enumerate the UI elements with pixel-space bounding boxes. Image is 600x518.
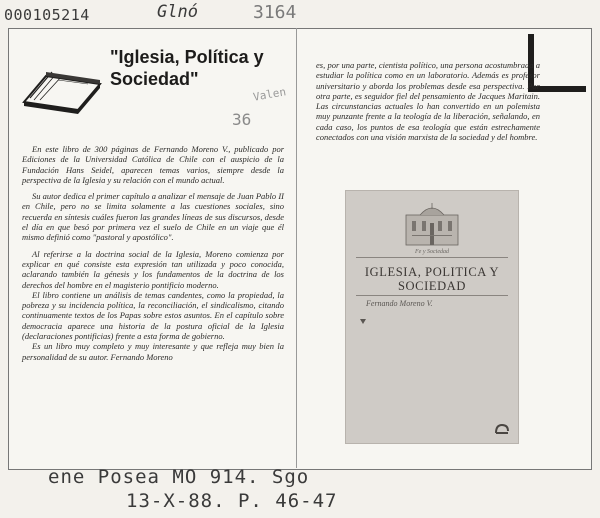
- right-column-text: [316, 60, 540, 148]
- article-title: "Iglesia, Política y Sociedad": [110, 47, 264, 89]
- paragraph: En este libro de 300 páginas de Fernando Moreno V., publicado por Ediciones de la Universidad Católica de Chile con el auspicio de la Fundación Hans Seidel, aparecen temas varios, siempre desde la perspectiva de la Iglesia y su relación con el mundo actual.: [22, 144, 284, 185]
- cover-series-label: Fe y Sociedad: [415, 249, 449, 255]
- handwritten-source-line: ene Posea MO 914. Sgo: [48, 466, 310, 488]
- publisher-logo-icon: [494, 423, 510, 435]
- cover-rule: [356, 257, 508, 258]
- handwritten-top-number: 3164: [253, 2, 297, 23]
- cover-title: IGLESIA, POLITICA Y SOCIEDAD: [364, 265, 500, 293]
- cover-author: Fernando Moreno V.: [366, 299, 433, 308]
- left-column-text: [22, 144, 284, 362]
- handwritten-date-line: 13-X-88. P. 46-47: [126, 490, 338, 512]
- handwritten-top-note: Glnó: [157, 2, 198, 22]
- paragraph: Su autor dedica el primer capítulo a analizar el mensaje de Juan Pablo II en Chile, pero no se limita solamente a las cuestiones sociales, sino recuerda en síntesis cuáles fueron las grandes líneas de sus discursos, desde el día en que besó por primera vez el suelo de Chile en un viaje que él mismo definió como "pastoral y apostólico".: [22, 191, 284, 243]
- cathedral-illustration-icon: [402, 201, 462, 247]
- column-divider: [296, 28, 297, 468]
- handwritten-side-note: Valen: [252, 85, 288, 104]
- paragraph: Al referirse a la doctrina social de la Iglesia, Moreno comienza por explicar en qué consiste esta expresión tan utilizada y poco conocida, aclarando también la génesis y los fundamentos de la doctrina de los derechos del hombre en el magisterio pontificio moderno.: [22, 248, 284, 290]
- triangle-icon: [360, 319, 366, 324]
- handwritten-archive-code: 000105214: [4, 6, 90, 24]
- cover-rule: [356, 295, 508, 296]
- handwritten-page-mark: 36: [232, 110, 252, 129]
- paragraph: es, por una parte, cientista político, una persona acostumbrada a estudiar la política como en un laboratorio. Además es profesor universitario y aborda los problemas desde esa perspectiva. Por otra parte, es seguidor fiel del pensamiento de Jacques Maritain. Las circunstancias actuales lo han convertido en un polemista muy punzante frente a la teología de la liberación, señalando, en cada caso, los puntos de esa teología que están estrechamente conectados con una visión marxista de la sociedad y del hombre.: [316, 60, 540, 143]
- book-cover: [345, 190, 519, 444]
- book-icon: [18, 58, 104, 116]
- paragraph: Es un libro muy completo y muy interesante y que refleja muy bien la personalidad de su autor. Fernando Moreno: [22, 341, 284, 362]
- paragraph: El libro contiene un análisis de temas candentes, como la propiedad, la pobreza y su incidencia política, la reconciliación, el sindicalismo, citando continuamente textos de los Papas sobre estos asuntos. En el capítulo sobre democracia aparece una historia de la postura oficial de la Iglesia (declaraciones pontificias) frente a esta forma de gobierno.: [22, 289, 284, 342]
